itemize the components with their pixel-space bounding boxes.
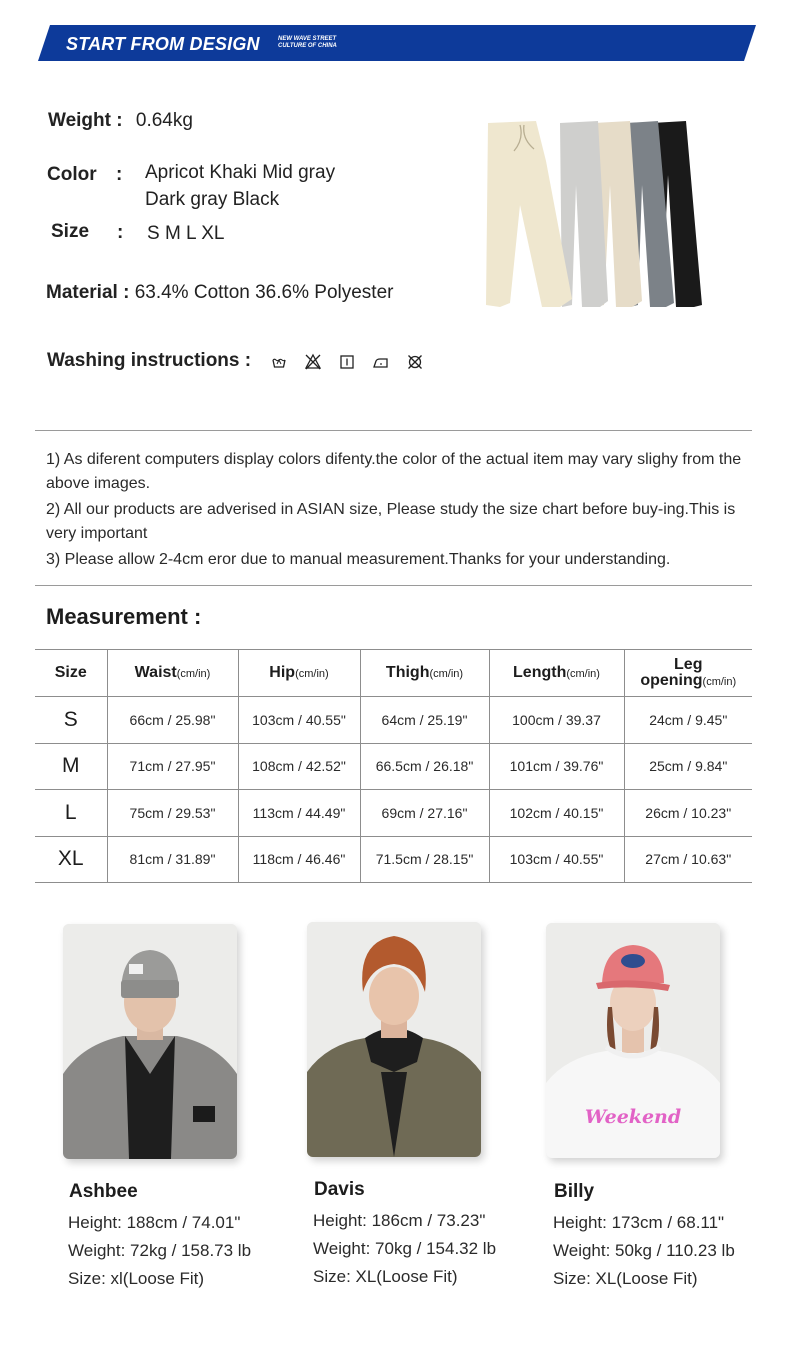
model-image	[546, 923, 720, 1158]
notes-section	[46, 448, 746, 575]
thigh-cell: 64cm / 25.19"	[360, 697, 489, 744]
length-cell: 101cm / 39.76"	[489, 743, 624, 790]
size-values: S M L XL	[147, 223, 225, 244]
table-row	[35, 743, 752, 790]
pants-colorways-image	[480, 115, 710, 315]
length-cell: 102cm / 40.15"	[489, 790, 624, 837]
washing-label: Washing instructions :	[47, 350, 252, 371]
waist-cell: 66cm / 25.98"	[107, 697, 238, 744]
waist-cell: 71cm / 27.95"	[107, 743, 238, 790]
table-header-row	[35, 650, 752, 697]
model-size: Size: xl(Loose Fit)	[68, 1269, 205, 1288]
leg-opening-cell: 24cm / 9.45"	[624, 697, 752, 744]
color-label: Color	[47, 164, 97, 185]
model-weight: Weight: 72kg / 158.73 lb	[68, 1241, 252, 1260]
leg-opening-cell: 27cm / 10.63"	[624, 836, 752, 883]
measurement-title: Measurement :	[46, 604, 202, 629]
color-values-line2: Dark gray Black	[145, 189, 280, 210]
thigh-cell: 71.5cm / 28.15"	[360, 836, 489, 883]
tumble-dry-icon	[338, 353, 356, 371]
banner-subtitle: NEW WAVE STREET CULTURE OF CHINA	[278, 36, 337, 49]
size-label: Size	[51, 221, 90, 242]
shirt-print-text: Weekend	[584, 1106, 682, 1128]
model-photo-ashbee	[63, 924, 237, 1159]
divider-bottom	[35, 585, 752, 586]
model-size: Size: XL(Loose Fit)	[553, 1269, 698, 1288]
header-length: Length(cm/in)	[489, 650, 624, 697]
header-hip: Hip(cm/in)	[238, 650, 360, 697]
divider-top	[35, 430, 752, 431]
waist-cell: 81cm / 31.89"	[107, 836, 238, 883]
weight-value: 0.64kg	[135, 110, 193, 131]
waist-cell: 75cm / 29.53"	[107, 790, 238, 837]
washing-icons	[270, 352, 424, 372]
material-label: Material :	[46, 282, 130, 303]
size-cell: S	[35, 697, 107, 744]
header-thigh: Thigh(cm/in)	[360, 650, 489, 697]
note-item: 3) Please allow 2-4cm eror due to manual measurement.Thanks for your understanding.	[46, 551, 671, 568]
header-banner	[38, 25, 756, 61]
table-row	[35, 697, 752, 744]
size-cell: XL	[35, 836, 107, 883]
header-leg-opening: Leg opening(cm/in)	[624, 650, 752, 697]
model-size: Size: XL(Loose Fit)	[313, 1267, 458, 1286]
iron-icon	[372, 353, 390, 371]
model-height: Height: 186cm / 73.23"	[313, 1211, 486, 1230]
hip-cell: 103cm / 40.55"	[238, 697, 360, 744]
no-bleach-icon	[304, 353, 322, 371]
model-height: Height: 173cm / 68.11"	[553, 1213, 725, 1232]
pants-apricot	[486, 121, 572, 307]
hip-cell: 108cm / 42.52"	[238, 743, 360, 790]
length-cell: 100cm / 39.37	[489, 697, 624, 744]
size-separator: :	[117, 222, 124, 243]
model-weight: Weight: 70kg / 154.32 lb	[313, 1239, 497, 1258]
color-separator: :	[116, 164, 123, 185]
model-photo-davis	[307, 922, 481, 1157]
hip-cell: 118cm / 46.46"	[238, 836, 360, 883]
leg-opening-cell: 25cm / 9.84"	[624, 743, 752, 790]
header-size: Size	[35, 650, 107, 697]
table-row	[35, 790, 752, 837]
weight-row	[48, 110, 193, 132]
header-waist: Waist(cm/in)	[107, 650, 238, 697]
model-image	[63, 924, 237, 1159]
model-name-davis: Davis	[314, 1179, 365, 1200]
model-weight: Weight: 50kg / 110.23 lb	[553, 1241, 735, 1260]
size-cell: L	[35, 790, 107, 837]
thigh-cell: 66.5cm / 26.18"	[360, 743, 489, 790]
note-item: 1) As diferent computers display colors difenty.the color of the actual item may vary slighy from the above images.	[46, 451, 742, 492]
size-cell: M	[35, 743, 107, 790]
length-cell: 103cm / 40.55"	[489, 836, 624, 883]
hip-cell: 113cm / 44.49"	[238, 790, 360, 837]
hand-wash-icon	[270, 353, 288, 371]
material-value: 63.4% Cotton 36.6% Polyester	[134, 282, 394, 303]
model-image	[307, 922, 481, 1157]
table-row	[35, 836, 752, 883]
model-photo-billy	[546, 923, 720, 1158]
leg-opening-cell: 26cm / 10.23"	[624, 790, 752, 837]
color-values-line1: Apricot Khaki Mid gray	[145, 162, 336, 183]
model-height: Height: 188cm / 74.01"	[68, 1213, 241, 1232]
model-name-billy: Billy	[554, 1181, 595, 1202]
no-dry-clean-icon	[406, 353, 424, 371]
size-chart-table	[35, 649, 752, 883]
thigh-cell: 69cm / 27.16"	[360, 790, 489, 837]
material-row	[46, 282, 393, 304]
model-name-ashbee: Ashbee	[69, 1181, 138, 1202]
note-item: 2) All our products are adverised in ASIAN size, Please study the size chart before buy-ing.This is very important	[46, 501, 736, 542]
weight-label: Weight :	[48, 110, 123, 131]
banner-title: START FROM DESIGN	[66, 34, 260, 54]
